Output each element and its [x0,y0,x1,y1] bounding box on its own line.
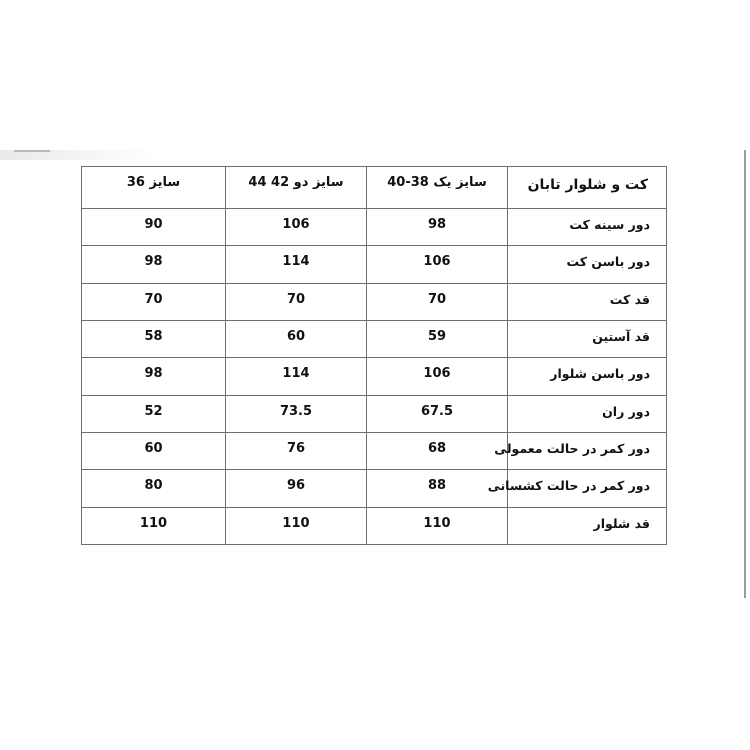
row-label: قد شلوار [508,507,667,544]
row-label: دور ران [508,395,667,432]
cell-value: 110 [367,507,508,544]
cell-value: 88 [367,470,508,507]
cell-value: 67.5 [367,395,508,432]
cell-value: 110 [226,507,367,544]
cell-value: 90 [82,209,226,246]
cell-value: 98 [82,358,226,395]
decorative-line-mark [14,150,50,152]
cell-value: 60 [226,320,367,357]
cell-value: 80 [82,470,226,507]
table-row [82,246,667,283]
table-row [82,283,667,320]
cell-value: 70 [82,283,226,320]
cell-value: 73.5 [226,395,367,432]
table-row [82,432,667,469]
table-row [82,507,667,544]
cell-value: 110 [82,507,226,544]
cell-value: 98 [82,246,226,283]
cell-value: 106 [367,358,508,395]
page-edge-divider [744,150,746,598]
row-label: قد کت [508,283,667,320]
cell-value: 60 [82,432,226,469]
cell-value: 59 [367,320,508,357]
cell-value: 52 [82,395,226,432]
cell-value: 114 [226,358,367,395]
table-row [82,209,667,246]
row-label: دور کمر در حالت معمولی [508,432,667,469]
cell-value: 106 [367,246,508,283]
header-product: کت و شلوار تابان [508,167,667,209]
row-label: قد آستین [508,320,667,357]
table-header-row [82,167,667,209]
row-label: دور باسن شلوار [508,358,667,395]
row-label: دور کمر در حالت کشسانی [508,470,667,507]
table-row [82,470,667,507]
cell-value: 114 [226,246,367,283]
size-chart-table [81,166,667,545]
cell-value: 106 [226,209,367,246]
cell-value: 96 [226,470,367,507]
cell-value: 68 [367,432,508,469]
table-row [82,320,667,357]
header-size-36: سایز 36 [82,167,226,209]
header-size-2: سایز دو 42 44 [226,167,367,209]
cell-value: 70 [367,283,508,320]
cell-value: 70 [226,283,367,320]
cell-value: 98 [367,209,508,246]
row-label: دور باسن کت [508,246,667,283]
table-row [82,358,667,395]
table-row [82,395,667,432]
cell-value: 58 [82,320,226,357]
cell-value: 76 [226,432,367,469]
header-size-1: سایز یک 38-40 [367,167,508,209]
row-label: دور سینه کت [508,209,667,246]
